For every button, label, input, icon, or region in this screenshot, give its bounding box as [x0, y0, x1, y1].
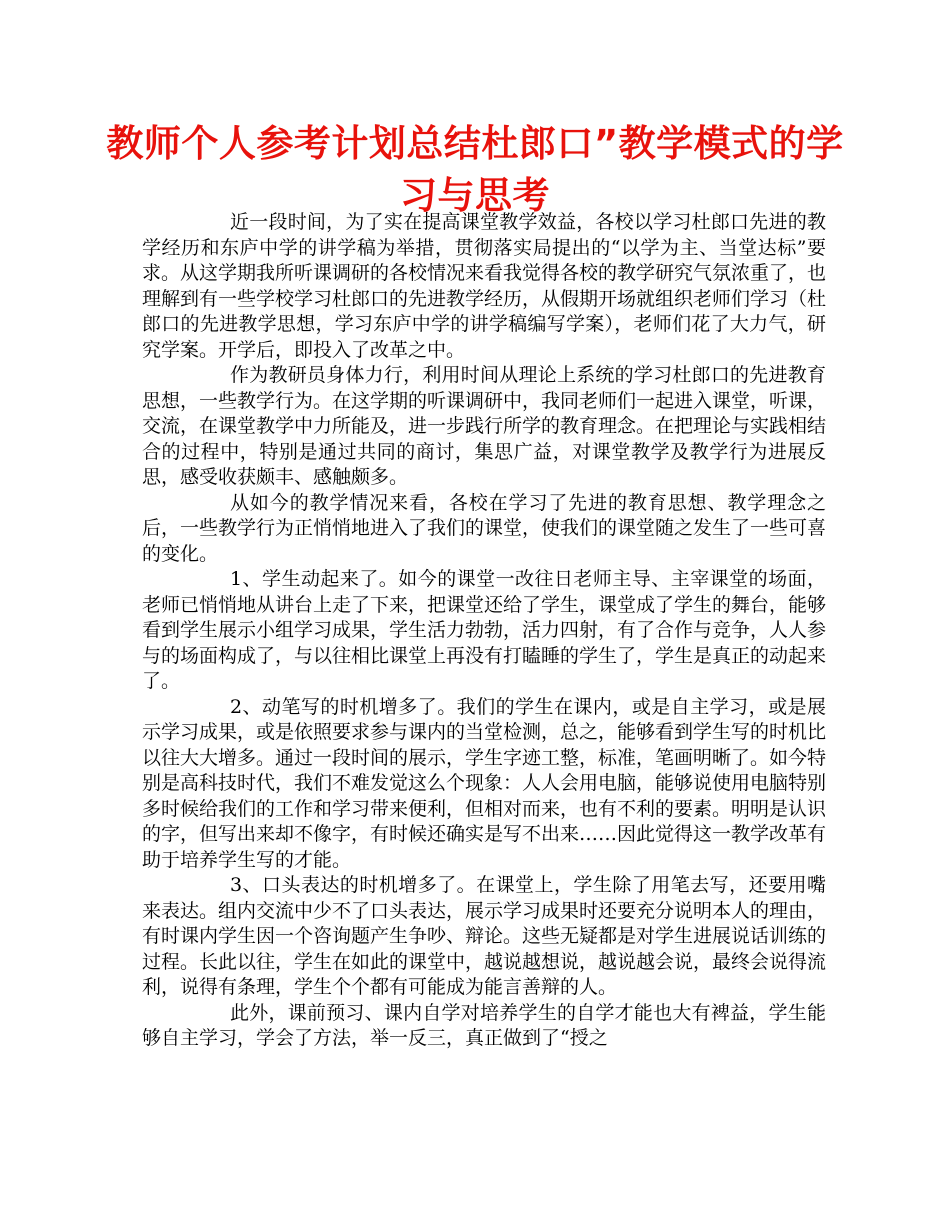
paragraph: 2、动笔写的时机增多了。我们的学生在课内，或是自主学习，或是展示学习成果，或是依照要求参与课内的当堂检测，总之，能够看到学生写的时机比以往大大增多。通过一段时间的展示，学生字迹工整，标准，笔画明晰了。如今特别是高科技时代，我们不难发觉这么个现象：人人会用电脑，能够说使用电脑特别多时候给我们的工作和学习带来便利，但相对而来，也有不利的要素。明明是认识的字，但写出来却不像字，有时候还确实是写不出来……因此觉得这一教学改革有助于培养学生写的才能。 [142, 695, 827, 871]
document-body [142, 210, 826, 1052]
paragraph: 3、口头表达的时机增多了。在课堂上，学生除了用笔去写，还要用嘴来表达。组内交流中少不了口头表达，展示学习成果时还要充分说明本人的理由，有时课内学生因一个咨询题产生争吵、辩论。这些无疑都是对学生进展说话训练的过程。长此以往，学生在如此的课堂中，越说越想说，越说越会说，最终会说得流利，说得有条理，学生个个都有可能成为能言善辩的人。 [142, 874, 827, 998]
paragraph: 近一段时间，为了实在提高课堂教学效益，各校以学习杜郎口先进的教学经历和东庐中学的讲学稿为举措，贯彻落实局提出的“以学为主、当堂达标”要求。从这学期我所听课调研的各校情况来看我觉得各校的教学研究气氛浓重了，也理解到有一些学校学习杜郎口的先进教学经历，从假期开场就组织老师们学习（杜郎口的先进教学思想，学习东庐中学的讲学稿编写学案），老师们花了大力气，研究学案。开学后，即投入了改革之中。 [142, 211, 827, 361]
paragraph: 从如今的教学情况来看，各校在学习了先进的教育思想、教学理念之后，一些教学行为正悄悄地进入了我们的课堂，使我们的课堂随之发生了一些可喜的变化。 [142, 491, 827, 565]
paragraph: 1、学生动起来了。如今的课堂一改往日老师主导、主宰课堂的场面，老师已悄悄地从讲台上走了下来，把课堂还给了学生，课堂成了学生的舞台，能够看到学生展示小组学习成果，学生活力勃勃，活力四射，有了合作与竞争，人人参与的场面构成了，与以往相比课堂上再没有打瞌睡的学生了，学生是真正的动起来了。 [142, 568, 827, 692]
paragraph: 此外，课前预习、课内自学对培养学生的自学才能也大有裨益，学生能够自主学习，学会了方法，举一反三，真正做到了“授之 [142, 1001, 826, 1049]
document-title: 教师个人参考计划总结杜郎口”教学模式的学习与思考 [106, 122, 844, 217]
paragraph: 作为教研员身体力行，利用时间从理论上系统的学习杜郎口的先进教育思想，一些教学行为。在这学期的听课调研中，我同老师们一起进入课堂，听课，交流，在课堂教学中力所能及，进一步践行所学的教育理念。在把理论与实践相结合的过程中，特别是通过共同的商讨，集思广益，对课堂教学及教学行为进展反思，感受收获颇丰、感触颇多。 [142, 364, 827, 488]
